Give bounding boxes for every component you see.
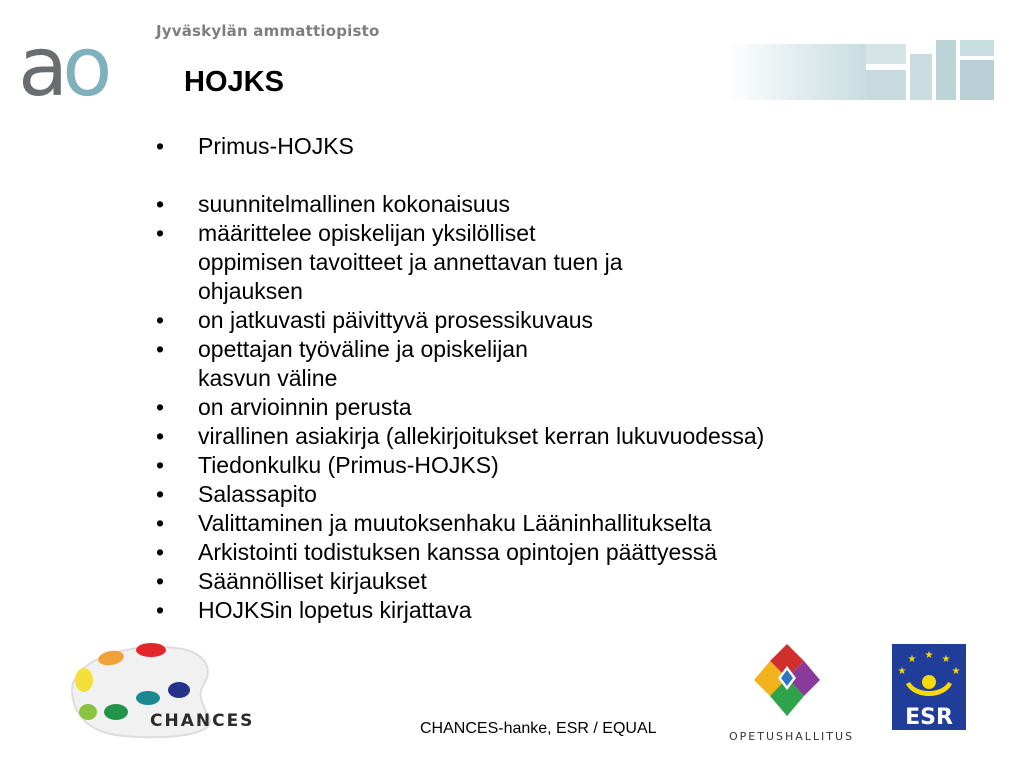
bullet-item (156, 480, 976, 509)
ao-logo (18, 20, 138, 115)
bullet-text-line: opettajan työväline ja opiskelijan (198, 336, 528, 362)
svg-text:★: ★ (924, 650, 934, 661)
bullet-text-line: Tiedonkulku (Primus-HOJKS) (198, 452, 499, 478)
bullet-item (156, 596, 976, 625)
bullet-marker: • (156, 191, 165, 217)
bullet-marker: • (156, 510, 165, 536)
bullet-marker: • (156, 597, 165, 623)
bullet-text-line: Primus-HOJKS (198, 133, 354, 159)
bullet-text-line: ohjauksen (198, 278, 303, 304)
bullet-marker: • (156, 336, 165, 362)
bullet-marker: • (156, 568, 165, 594)
bullet-text-line: Valittaminen ja muutoksenhaku Lääninhallitukselta (198, 510, 712, 536)
organization-name: Jyväskylän ammattiopisto (156, 22, 380, 40)
bullet-text-line: Salassapito (198, 481, 317, 507)
bullet-text-line: suunnitelmallinen kokonaisuus (198, 191, 510, 217)
bullet-text-line: oppimisen tavoitteet ja annettavan tuen ja (198, 249, 623, 275)
svg-text:★: ★ (951, 666, 961, 677)
bullet-marker: • (156, 539, 165, 565)
bullet-text-line: Säännölliset kirjaukset (198, 568, 427, 594)
bullet-list (156, 132, 976, 625)
bullet-item (156, 451, 976, 480)
bullet-text-line: määrittelee opiskelijan yksilölliset (198, 220, 536, 246)
logo-letter-o: o (62, 20, 107, 115)
bullet-marker: • (156, 481, 165, 507)
svg-text:★: ★ (941, 654, 951, 665)
bullet-item (156, 335, 976, 393)
logo-letter-a: a (18, 20, 63, 115)
opetushallitus-label: OPETUSHALLITUS (729, 730, 855, 743)
bullet-item (156, 422, 976, 451)
bullet-item (156, 132, 976, 161)
slide-title: HOJKS (184, 66, 284, 98)
bullet-item (156, 538, 976, 567)
bullet-marker: • (156, 220, 165, 246)
bullet-item (156, 393, 976, 422)
bullet-text-line: on jatkuvasti päivittyvä prosessikuvaus (198, 307, 594, 333)
bullet-item (156, 190, 976, 219)
bullet-text-line: kasvun väline (198, 365, 338, 391)
bullet-text-line: Arkistointi todistuksen kanssa opintojen päättyessä (198, 539, 718, 565)
svg-text:★: ★ (907, 654, 917, 665)
bullet-text-line: on arvioinnin perusta (198, 394, 412, 420)
footer-caption: CHANCES-hanke, ESR / EQUAL (420, 720, 657, 737)
esr-eu-logo (892, 644, 966, 730)
bullet-item (156, 219, 976, 306)
chances-label: CHANCES (150, 711, 255, 731)
bullet-item (156, 306, 976, 335)
esr-label: ESR (905, 705, 953, 730)
opetushallitus-diamond-logo (752, 640, 822, 720)
bullet-marker: • (156, 394, 165, 420)
bullet-text-line: HOJKSin lopetus kirjattava (198, 597, 472, 623)
bullet-marker: • (156, 452, 165, 478)
bullet-marker: • (156, 423, 165, 449)
bullet-marker: • (156, 133, 165, 159)
stairs-decoration-icon (726, 40, 994, 100)
svg-text:★: ★ (897, 666, 907, 677)
bullet-marker: • (156, 307, 165, 333)
bullet-item (156, 567, 976, 596)
bullet-item (156, 509, 976, 538)
bullet-text-line: virallinen asiakirja (allekirjoitukset kerran lukuvuodessa) (198, 423, 765, 449)
